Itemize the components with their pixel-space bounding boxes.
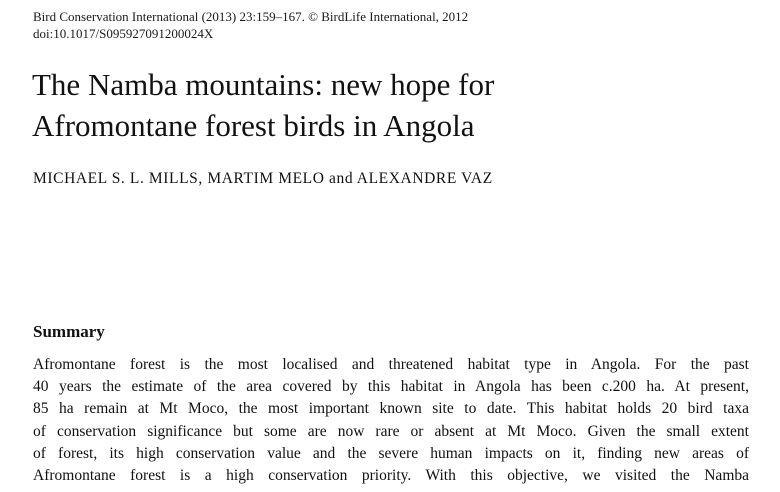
journal-header	[33, 8, 468, 42]
doi-link[interactable]: doi:10.1017/S095927091200024X	[33, 26, 214, 41]
summary-line: of forest, its high conservation value and the severe human impacts on it, finding new areas of	[33, 444, 749, 462]
journal-citation: Bird Conservation International (2013) 23:159–167. © BirdLife International, 2012	[33, 9, 469, 24]
title-line: The Namba mountains: new hope for	[32, 67, 495, 102]
summary-line: 85 ha remain at Mt Moco, the most important known site to date. This habitat holds 20 bird taxa	[33, 400, 749, 418]
title-line: Afromontane forest birds in Angola	[32, 108, 475, 143]
author-list: MICHAEL S. L. MILLS, MARTIM MELO and ALEXANDRE VAZ	[33, 170, 493, 187]
summary-line: Afromontane forest is the most localised and threatened habitat type in Angola. For the past	[33, 356, 749, 373]
summary-text	[33, 354, 749, 487]
summary-line: Afromontane forest is a high conservation priority. With this objective, we visited the Namba	[33, 467, 749, 485]
article-title	[32, 64, 494, 146]
summary-line: 40 years the estimate of the area covered by this habitat in Angola has been c.200 ha. At present,	[33, 378, 749, 396]
summary-heading: Summary	[33, 322, 105, 341]
summary-line: of conservation significance but some are now rare or absent at Mt Moco. Given the small extent	[33, 422, 749, 440]
